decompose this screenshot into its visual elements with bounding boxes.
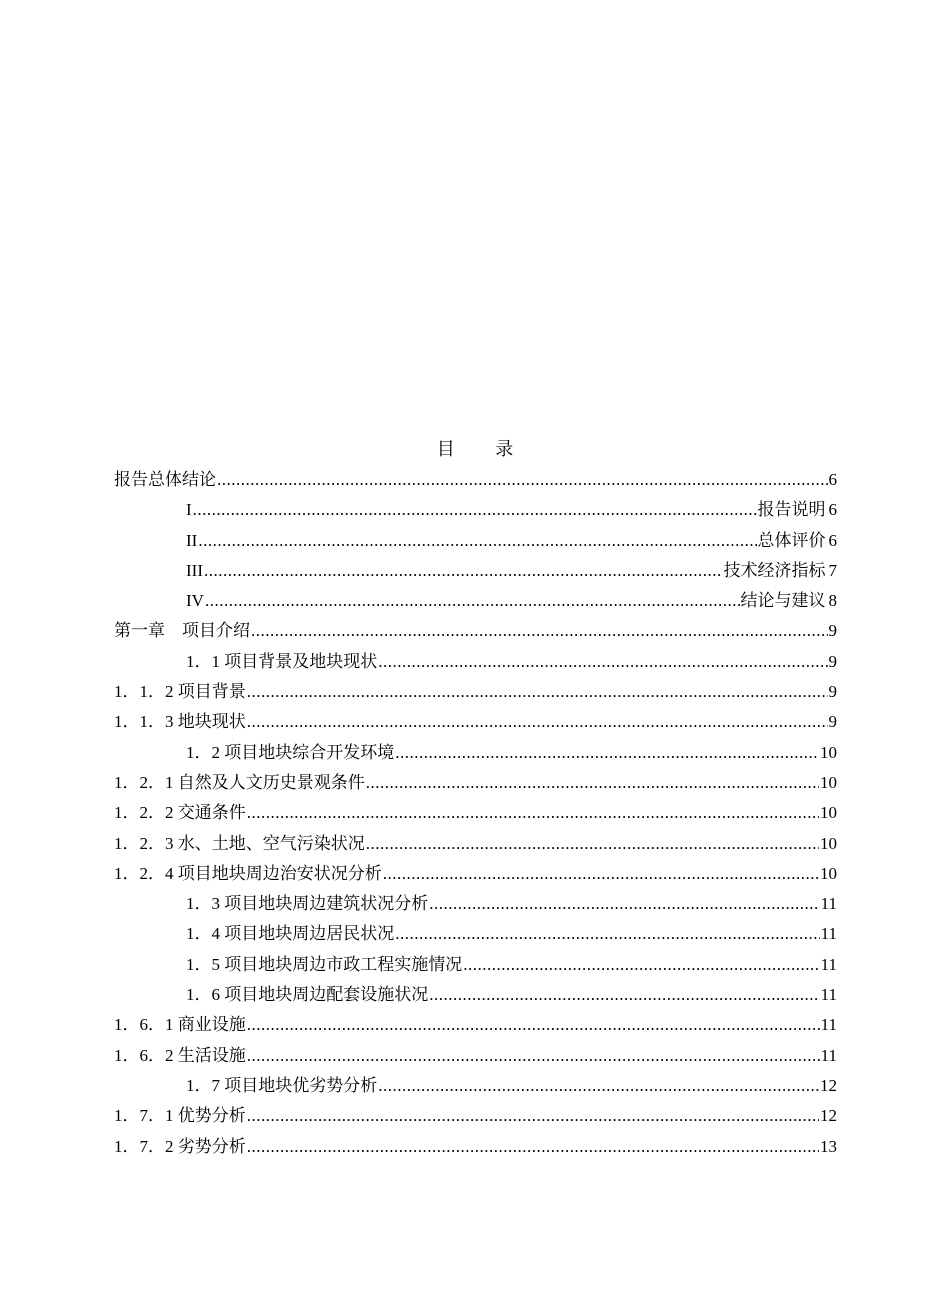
toc-page-number: 13 [820,1136,837,1156]
toc-dot-leader [205,586,740,616]
toc-entry-label: 1．2 项目地块综合开发环境 [186,742,395,762]
toc-page-number: 12 [820,1075,837,1095]
toc-dot-leader [204,556,723,586]
toc-entry-right [821,1041,837,1071]
toc-dot-leader [429,889,819,919]
toc-entry-label: 1．1．3 地块现状 [114,712,246,732]
toc-entry[interactable] [114,980,837,1010]
toc-page-number: 9 [828,682,837,702]
toc-entry-right [758,495,838,525]
toc-entry-right [758,526,838,556]
toc-page-number: 10 [820,742,837,762]
toc-entry[interactable] [114,677,837,707]
toc-entry-right [829,647,838,677]
toc-dot-leader [378,647,827,677]
toc-entry-title: 结论与建议 [740,591,826,611]
toc-entry[interactable] [114,707,837,737]
toc-dot-leader [247,707,828,737]
toc-title: 目 录 [436,439,532,459]
toc-entry[interactable] [114,738,837,768]
toc-entry-label: 1．7．1 优势分析 [114,1106,246,1126]
toc-page-number: 8 [828,591,837,611]
toc-dot-leader [378,1071,819,1101]
toc-page-number: 6 [828,470,837,489]
toc-entry-title: 技术经济指标 [723,560,826,580]
toc-dot-leader [247,1041,820,1071]
toc-entry[interactable] [114,526,837,556]
toc-page-number: 9 [828,651,837,671]
toc-entry-label: I [186,500,192,520]
toc-page-number: 11 [820,985,837,1005]
toc-page-number: 10 [820,863,837,883]
toc-entry-right [821,950,837,980]
toc-entry-right [821,1010,837,1040]
toc-entry[interactable] [114,586,837,616]
toc-entry[interactable] [114,1010,837,1040]
toc-dot-leader [198,526,756,556]
toc-entry-label: 1．1．2 项目背景 [114,682,246,702]
toc-entry-label: 1．2．4 项目地块周边治安状况分析 [114,863,382,883]
toc-page-number: 7 [828,560,837,580]
toc-entry-label: II [186,530,198,550]
toc-entry-label: 1．3 项目地块周边建筑状况分析 [186,894,429,914]
toc-page-number: 11 [820,1015,837,1035]
toc-entry-right [820,859,837,889]
toc-entry-label: 1．6 项目地块周边配套设施状况 [186,985,429,1005]
toc-entry[interactable] [114,768,837,798]
toc-entry-label: 1．7．2 劣势分析 [114,1136,246,1156]
toc-entry-title: 报告说明 [757,500,826,520]
toc-entry-label: III [186,560,203,580]
toc-entry-right [820,1071,837,1101]
toc-page-number: 11 [820,924,837,944]
toc-dot-leader [247,1010,820,1040]
toc-page-number: 9 [828,712,837,732]
toc-dot-leader [366,768,819,798]
toc-page-number: 10 [820,803,837,823]
toc-entry-label: 1．2．1 自然及人文历史景观条件 [114,772,365,792]
toc-page-number: 11 [820,954,837,974]
toc-entry-right [829,677,838,707]
toc-page-number: 6 [828,500,837,520]
toc-entry[interactable] [114,919,837,949]
toc-entry[interactable] [114,465,837,495]
toc-entry-label: IV [186,591,204,611]
toc-entry-right [820,1132,837,1162]
toc-page-number: 10 [820,833,837,853]
toc-entry-label: 报告总体结论 [114,470,216,489]
toc-dot-leader [395,738,819,768]
toc-page-number: 11 [820,1045,837,1065]
toc-entry-right [820,768,837,798]
toc-entry-right [821,919,837,949]
toc-entry[interactable] [114,1041,837,1071]
toc-dot-leader [217,465,828,495]
toc-entry[interactable] [114,647,837,677]
toc-entry[interactable] [114,1101,837,1131]
toc-entry-right [820,829,837,859]
toc-entry[interactable] [114,829,837,859]
toc-entry-right [741,586,838,616]
toc-entry[interactable] [114,616,837,646]
toc-dot-leader [395,919,819,949]
toc-entry-label: 第一章 项目介绍 [114,621,250,641]
toc-entry-label: 1．2．3 水、土地、空气污染状况 [114,833,365,853]
toc-entry-right [821,980,837,1010]
toc-entry-label: 1．7 项目地块优劣势分析 [186,1075,378,1095]
toc-dot-leader [463,950,819,980]
toc-page-number: 12 [820,1106,837,1126]
toc-entry[interactable] [114,556,837,586]
toc-entry-title: 总体评价 [757,530,826,550]
toc-entry-right [829,465,838,495]
toc-entry-right [821,889,837,919]
toc-dot-leader [193,495,757,525]
toc-entry-label: 1．4 项目地块周边居民状况 [186,924,395,944]
toc-entry-label: 1．6．1 商业设施 [114,1015,246,1035]
toc-entry[interactable] [114,798,837,828]
toc-entry-label: 1．1 项目背景及地块现状 [186,651,378,671]
toc-entry[interactable] [114,495,837,525]
toc-dot-leader [247,677,828,707]
toc-entry-right [724,556,838,586]
toc-page-number: 10 [820,772,837,792]
toc-page-number: 6 [828,530,837,550]
toc-dot-leader [366,829,819,859]
toc-dot-leader [247,1132,819,1162]
toc-entry-label: 1．5 项目地块周边市政工程实施情况 [186,954,463,974]
toc-entry-right [829,707,838,737]
toc-dot-leader [247,1101,819,1131]
toc-entry[interactable] [114,859,837,889]
toc-page-number: 11 [820,894,837,914]
toc-entry-right [829,616,838,646]
toc-dot-leader [429,980,819,1010]
toc-dot-leader [247,798,819,828]
toc-entry[interactable] [114,950,837,980]
toc-dot-leader [383,859,819,889]
toc-entry[interactable] [114,889,837,919]
toc-entry[interactable] [114,1071,837,1101]
toc-dot-leader [251,616,828,646]
toc-entry-right [820,1101,837,1131]
toc-entry-right [820,738,837,768]
toc-entry[interactable] [114,1132,837,1162]
toc-page-number: 9 [828,621,837,641]
table-of-contents [114,465,837,1162]
toc-entry-right [820,798,837,828]
toc-entry-label: 1．2．2 交通条件 [114,803,246,823]
toc-entry-label: 1．6．2 生活设施 [114,1045,246,1065]
